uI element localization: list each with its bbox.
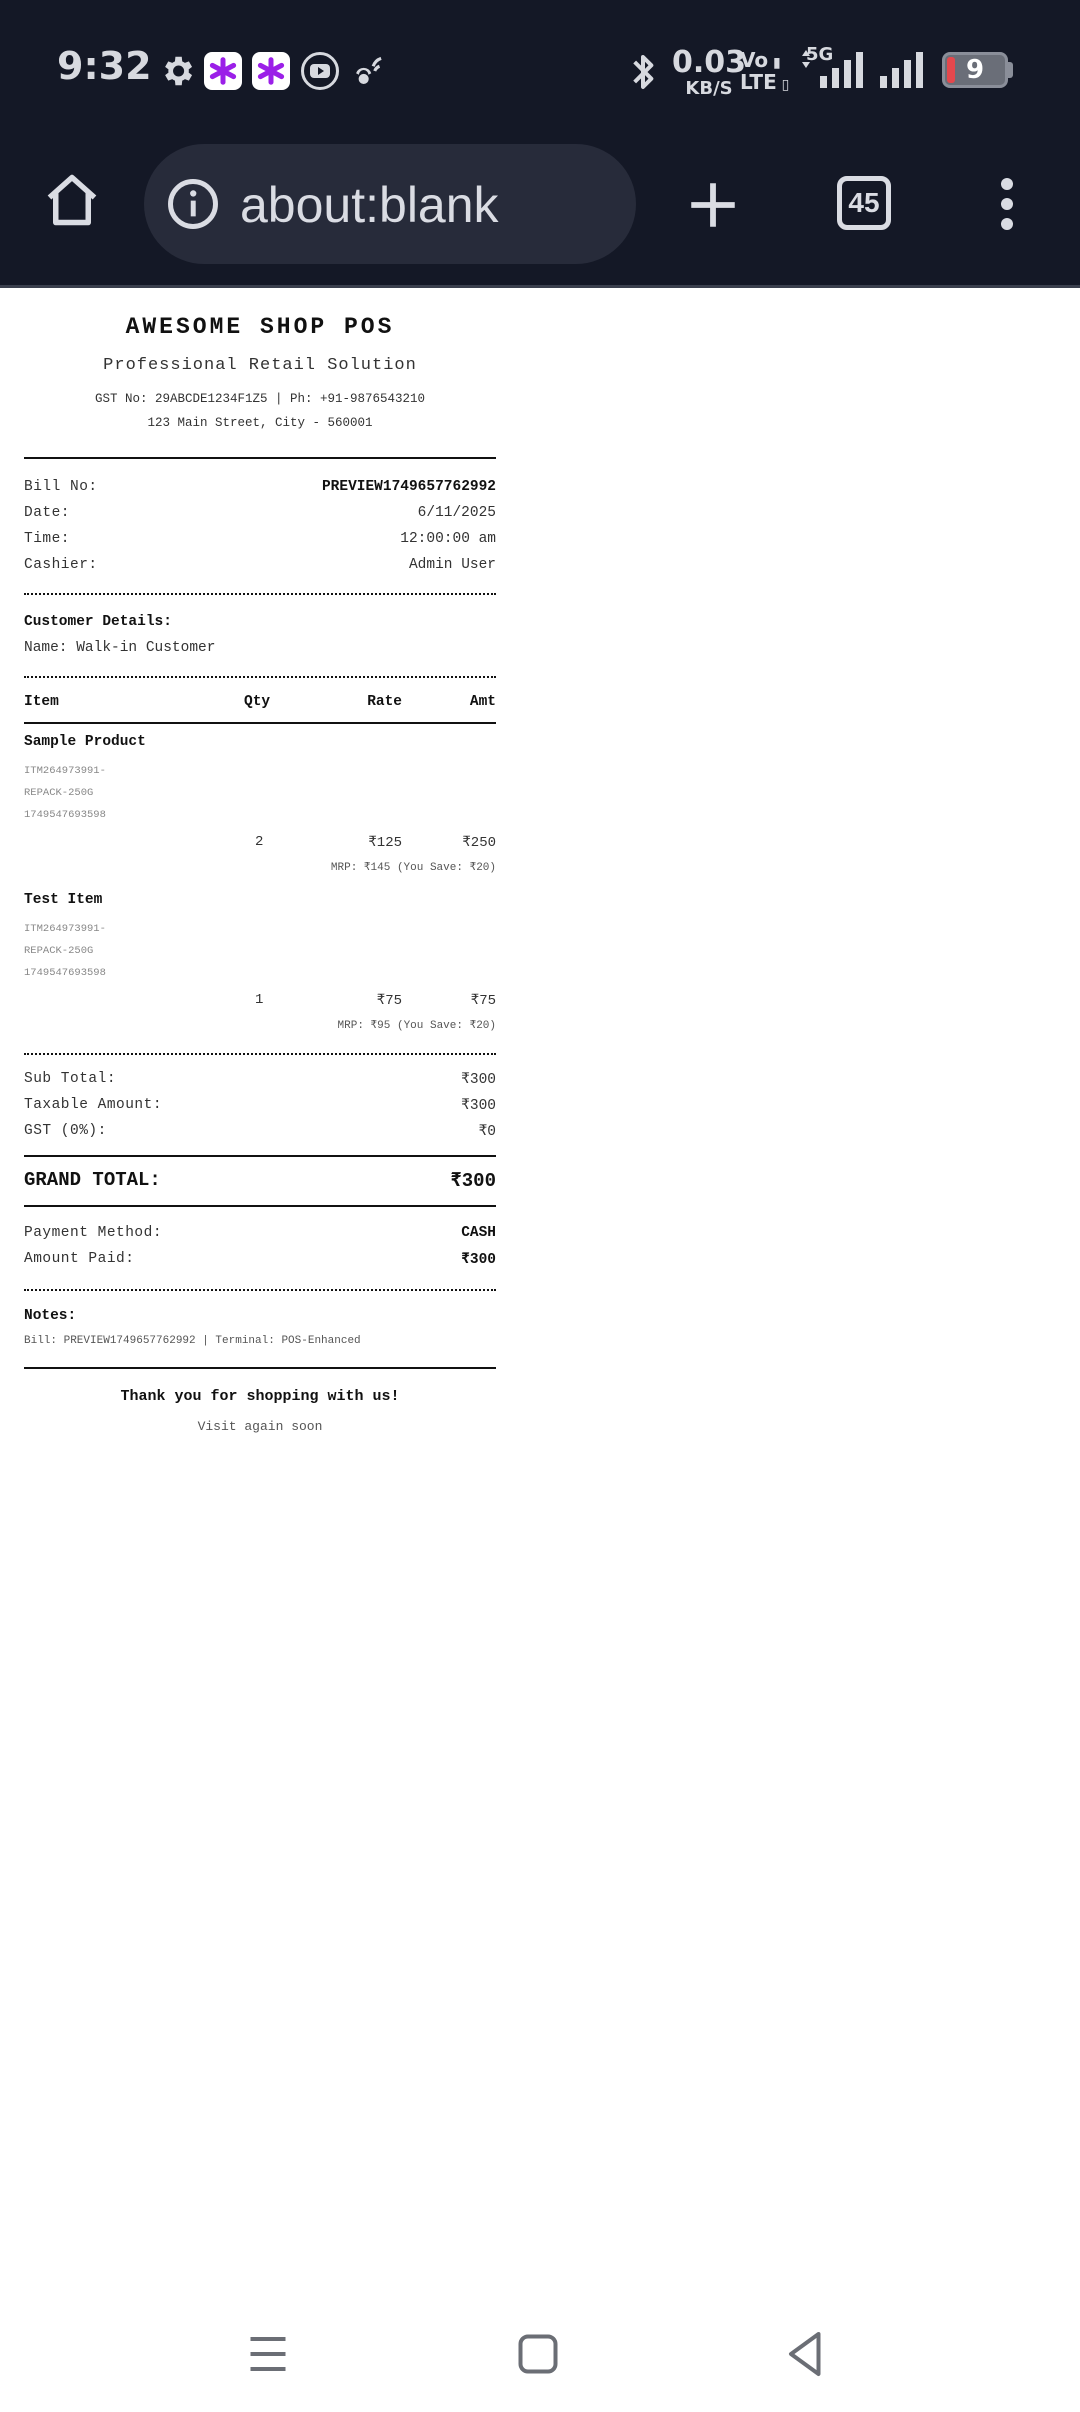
bill-no-label: Bill No: <box>24 479 98 495</box>
signal-icon <box>800 44 870 94</box>
subtotal-row <box>24 1071 496 1088</box>
divider <box>24 1053 496 1055</box>
cashier-value: Admin User <box>408 557 496 573</box>
item-sku-line: ITM264973991- <box>24 765 106 777</box>
item-sku-line: REPACK-250G <box>24 787 94 799</box>
column-header-rate: Rate <box>367 694 402 710</box>
bill-no-row <box>24 479 496 495</box>
customer-details-title: Customer Details: <box>24 614 172 630</box>
item-sku-line: REPACK-250G <box>24 945 94 957</box>
amount-paid-label: Amount Paid: <box>24 1251 135 1267</box>
shop-tagline: Professional Retail Solution <box>103 356 417 375</box>
grand-total-value: ₹300 <box>450 1170 496 1192</box>
item-sku-line: 1749547693598 <box>24 809 106 821</box>
gst-row <box>24 1123 496 1140</box>
divider <box>24 1155 496 1157</box>
item-rate: ₹75 <box>376 993 402 1009</box>
customer-name: Name: Walk-in Customer <box>24 640 216 656</box>
url-text[interactable]: about:blank <box>240 177 499 233</box>
settings-icon <box>158 52 196 94</box>
grand-total-label: GRAND TOTAL: <box>24 1169 161 1191</box>
subtotal-label: Sub Total: <box>24 1071 117 1087</box>
visit-again-message: Visit again soon <box>197 1419 323 1434</box>
payment-method-row <box>24 1225 496 1241</box>
bluetooth-icon <box>628 52 658 96</box>
item-sku-line: 1749547693598 <box>24 967 106 979</box>
youtube-icon <box>301 52 339 90</box>
volte-top-label: Vo <box>740 48 769 72</box>
cashier-row <box>24 557 496 573</box>
divider <box>24 1289 496 1291</box>
item-qty: 2 <box>255 834 264 850</box>
taxable-amount-label: Taxable Amount: <box>24 1097 163 1113</box>
network-speed <box>672 45 747 99</box>
item-name: Sample Product <box>24 734 146 750</box>
volte-indicator: Vo ▮ LTE ▯ <box>740 48 790 94</box>
divider <box>24 676 496 678</box>
shop-address: 123 Main Street, City - 560001 <box>147 416 373 430</box>
time-label: Time: <box>24 531 71 547</box>
divider <box>24 593 496 595</box>
divider <box>24 722 496 724</box>
item-amount: ₹75 <box>470 993 496 1009</box>
gst-value: ₹0 <box>478 1124 496 1140</box>
date-label: Date: <box>24 505 71 521</box>
network-speed-unit: KB/S <box>685 78 733 99</box>
shop-name: AWESOME SHOP POS <box>125 314 395 340</box>
item-amount: ₹250 <box>462 835 496 851</box>
payment-method-label: Payment Method: <box>24 1225 163 1241</box>
taxable-amount-value: ₹300 <box>461 1098 496 1114</box>
wifi-calling-icon <box>350 52 390 94</box>
home-icon[interactable] <box>42 170 102 230</box>
item-sku <box>24 918 106 984</box>
divider <box>24 1367 496 1369</box>
browser-toolbar <box>0 140 1080 288</box>
item-mrp: MRP: ₹145 (You Save: ₹20) <box>330 862 496 874</box>
payment-method-value: CASH <box>461 1225 496 1241</box>
status-time: 9:32 <box>57 44 152 88</box>
battery-level: 9 <box>965 55 985 85</box>
tab-count: 45 <box>848 187 880 218</box>
item-sku-line: ITM264973991- <box>24 923 106 935</box>
time-value: 12:00:00 am <box>400 531 496 547</box>
item-qty: 1 <box>255 992 264 1008</box>
back-icon[interactable] <box>776 2324 836 2384</box>
more-vert-icon[interactable] <box>992 174 1022 234</box>
notes-title: Notes: <box>24 1308 77 1324</box>
column-header-amt: Amt <box>469 694 496 710</box>
divider <box>24 457 496 459</box>
item-mrp: MRP: ₹95 (You Save: ₹20) <box>337 1020 496 1032</box>
item-name: Test Item <box>24 892 103 908</box>
signal-icon <box>878 48 932 94</box>
address-bar[interactable] <box>144 144 636 264</box>
time-row <box>24 531 496 547</box>
battery-icon <box>942 52 1008 88</box>
gst-label: GST (0%): <box>24 1123 107 1139</box>
date-value: 6/11/2025 <box>417 505 496 521</box>
divider <box>24 1205 496 1207</box>
app-icon <box>252 52 290 90</box>
bill-no-value: PREVIEW1749657762992 <box>321 479 496 495</box>
app-icon <box>204 52 242 90</box>
network-speed-value: 0.03 <box>672 45 747 80</box>
grand-total-row <box>24 1169 496 1192</box>
info-icon[interactable] <box>166 177 220 231</box>
cashier-label: Cashier: <box>24 557 98 573</box>
column-header-item: Item <box>24 694 59 710</box>
amount-paid-value: ₹300 <box>461 1252 496 1268</box>
volte-bottom-label: LTE <box>740 70 777 94</box>
navigation-bar <box>0 2300 1080 2412</box>
network-type-label: 5G <box>806 44 834 65</box>
subtotal-value: ₹300 <box>461 1072 496 1088</box>
column-header-qty: Qty <box>244 694 271 710</box>
shop-gst-line: GST No: 29ABCDE1234F1Z5 | Ph: +91-9876543210 <box>94 392 426 406</box>
plus-icon[interactable] <box>684 176 742 234</box>
thank-you-message: Thank you for shopping with us! <box>120 1388 400 1405</box>
taxable-amount-row <box>24 1097 496 1114</box>
amount-paid-row <box>24 1251 496 1268</box>
item-rate: ₹125 <box>368 835 402 851</box>
tabs-icon[interactable] <box>837 176 891 230</box>
status-bar <box>0 0 1080 140</box>
date-row <box>24 505 496 521</box>
recent-apps-icon[interactable] <box>238 2324 298 2384</box>
notes-text: Bill: PREVIEW1749657762992 | Terminal: POS-Enhanced <box>24 1335 361 1347</box>
home-button-icon[interactable] <box>508 2324 568 2384</box>
item-sku <box>24 760 106 826</box>
